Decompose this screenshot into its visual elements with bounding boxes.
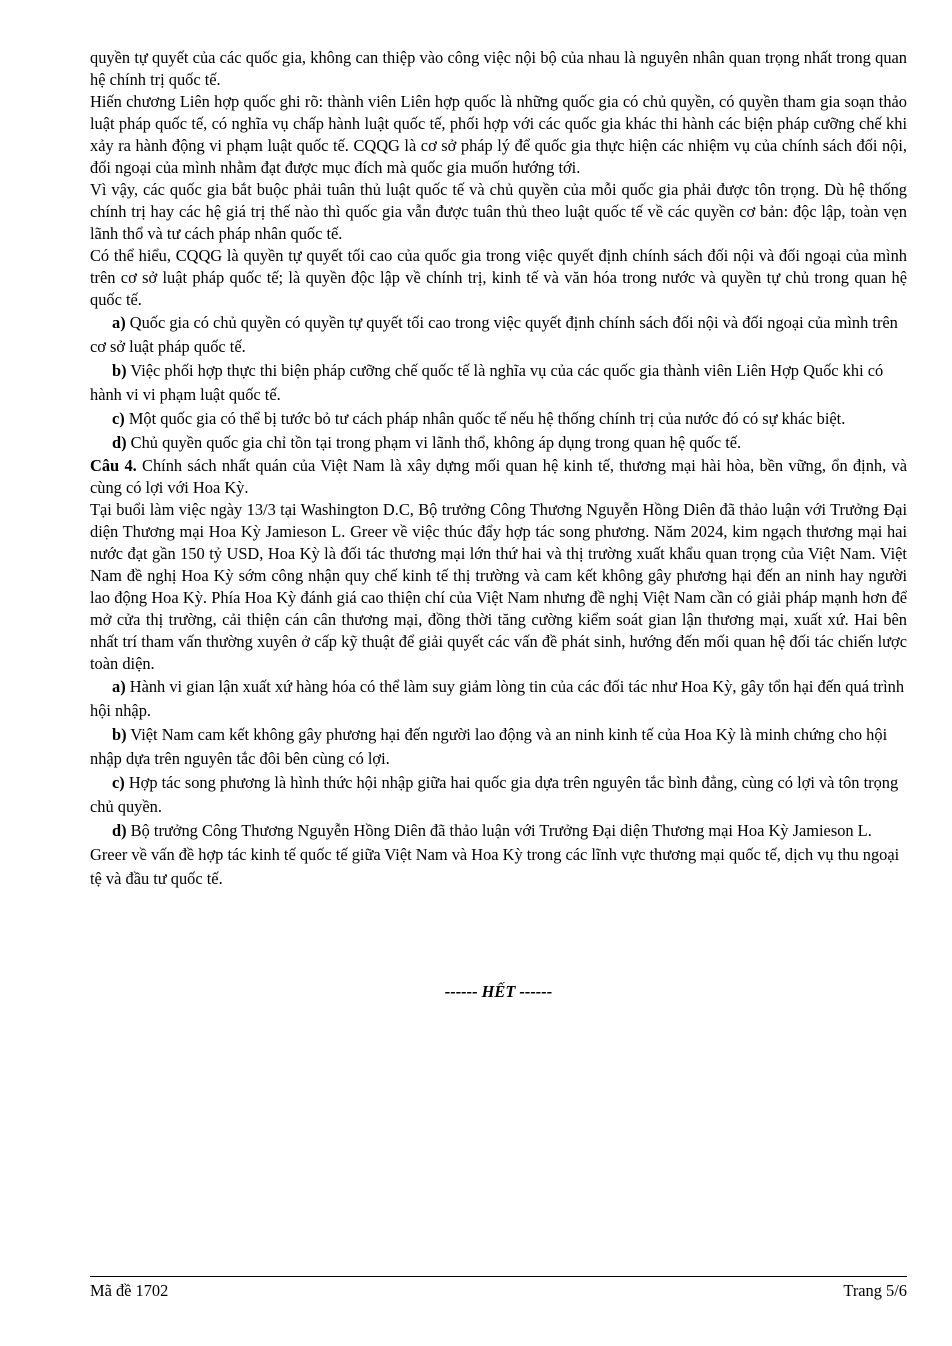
- option-a: a) Quốc gia có chủ quyền có quyền tự quyết tối cao trong việc quyết định chính sách đối nội và đối ngoại của mình trên cơ sở luật pháp quốc tế.: [90, 313, 898, 356]
- option-a: a) Hành vi gian lận xuất xứ hàng hóa có thể làm suy giảm lòng tin của các đối tác như Hoa Kỳ, gây tổn hại đến quá trình hội nhập.: [90, 677, 905, 720]
- page-footer: [90, 1281, 907, 1301]
- exam-code: Mã đề 1702: [90, 1281, 169, 1300]
- option-c: c) Hợp tác song phương là hình thức hội nhập giữa hai quốc gia dựa trên nguyên tắc bình đẳng, cùng có lợi và tôn trọng chủ quyền.: [90, 773, 899, 816]
- paragraph: Vì vậy, các quốc gia bắt buộc phải tuân thủ luật quốc tế và chủ quyền của mỗi quốc gia phải được tôn trọng. Dù hệ thống chính trị hay các hệ giá trị thế nào thì quốc gia vẫn được tuân thủ theo luật quốc tế về các quyền cơ bản: độc lập, toàn vẹn lãnh thổ và tư cách pháp nhân quốc tế.: [90, 180, 907, 243]
- page-number: Trang 5/6: [843, 1281, 907, 1300]
- option-b: b) Việc phối hợp thực thi biện pháp cưỡng chế quốc tế là nghĩa vụ của các quốc gia thành viên Liên Hợp Quốc khi có hành vi vi phạm luật quốc tế.: [90, 361, 884, 404]
- option-b: b) Việt Nam cam kết không gây phương hại đến người lao động và an ninh kinh tế của Hoa Kỳ là minh chứng cho hội nhập dựa trên nguyên tắc đôi bên cùng có lợi.: [90, 725, 888, 768]
- footer-divider: [90, 1276, 907, 1277]
- question-4-statement: Câu 4. Chính sách nhất quán của Việt Nam là xây dựng mối quan hệ kinh tế, thương mại hài hòa, bền vững, ổn định, và cùng có lợi với Hoa Kỳ.: [90, 456, 907, 497]
- option-d: d) Chủ quyền quốc gia chỉ tồn tại trong phạm vi lãnh thổ, không áp dụng trong quan hệ quốc tế.: [112, 433, 742, 452]
- end-marker: ------ HẾT ------: [444, 982, 553, 1001]
- option-c: c) Một quốc gia có thể bị tước bỏ tư cách pháp nhân quốc tế nếu hệ thống chính trị của nước đó có sự khác biệt.: [112, 409, 846, 428]
- paragraph: Có thể hiểu, CQQG là quyền tự quyết tối cao của quốc gia trong việc quyết định chính sách đối nội và đối ngoại của mình trên cơ sở luật pháp quốc tế; là quyền độc lập về chính trị, kinh tế và văn hóa trong nước và quyền tự chủ trong quan hệ quốc tế.: [90, 246, 907, 309]
- question-4-passage: Tại buổi làm việc ngày 13/3 tại Washington D.C, Bộ trưởng Công Thương Nguyễn Hồng Diên đã thảo luận với Trưởng Đại diện Thương mại Hoa Kỳ Jamieson L. Greer về việc thúc đẩy hợp tác song phương. Năm 2024, kim ngạch thương mại hai nước đạt gần 150 tỷ USD, Hoa Kỳ là đối tác thương mại lớn thứ hai và thị trường xuất khẩu quan trọng của Việt Nam. Việt Nam đề nghị Hoa Kỳ sớm công nhận quy chế kinh tế thị trường và cam kết không gây phương hại đến an ninh hay người lao động Hoa Kỳ. Phía Hoa Kỳ đánh giá cao thiện chí của Việt Nam nhưng đề nghị Việt Nam cần có giải pháp mạnh hơn để mở cửa thị trường, cải thiện cán cân thương mại, đồng thời tăng cường kiểm soát gian lận thương mại, xuất xứ. Hai bên nhất trí tham vấn thường xuyên ở cấp kỹ thuật để giải quyết các vấn đề phát sinh, hướng đến mối quan hệ đối tác chiến lược toàn diện.: [90, 500, 907, 673]
- exam-page: [90, 47, 907, 1001]
- option-d: d) Bộ trưởng Công Thương Nguyễn Hồng Diên đã thảo luận với Trưởng Đại diện Thương mại Hoa Kỳ Jamieson L. Greer về vấn đề hợp tác kinh tế quốc tế giữa Việt Nam và Hoa Kỳ trong các lĩnh vực thương mại quốc tế, dịch vụ thu ngoại tệ và đầu tư quốc tế.: [90, 821, 900, 888]
- paragraph: Hiến chương Liên hợp quốc ghi rõ: thành viên Liên hợp quốc là những quốc gia có chủ quyền, có quyền tham gia soạn thảo luật pháp quốc tế, có nghĩa vụ chấp hành luật quốc tế, phối hợp với các quốc gia khác thi hành các biện pháp cưỡng chế khi xảy ra hành động vi phạm luật quốc tế. CQQG là cơ sở pháp lý để quốc gia thực hiện các nhiệm vụ của chính sách đối nội, đối ngoại của mình nhằm đạt được mục đích mà quốc gia muốn hướng tới.: [90, 92, 907, 177]
- paragraph: quyền tự quyết của các quốc gia, không can thiệp vào công việc nội bộ của nhau là nguyên nhân quan trọng nhất trong quan hệ chính trị quốc tế.: [90, 48, 907, 89]
